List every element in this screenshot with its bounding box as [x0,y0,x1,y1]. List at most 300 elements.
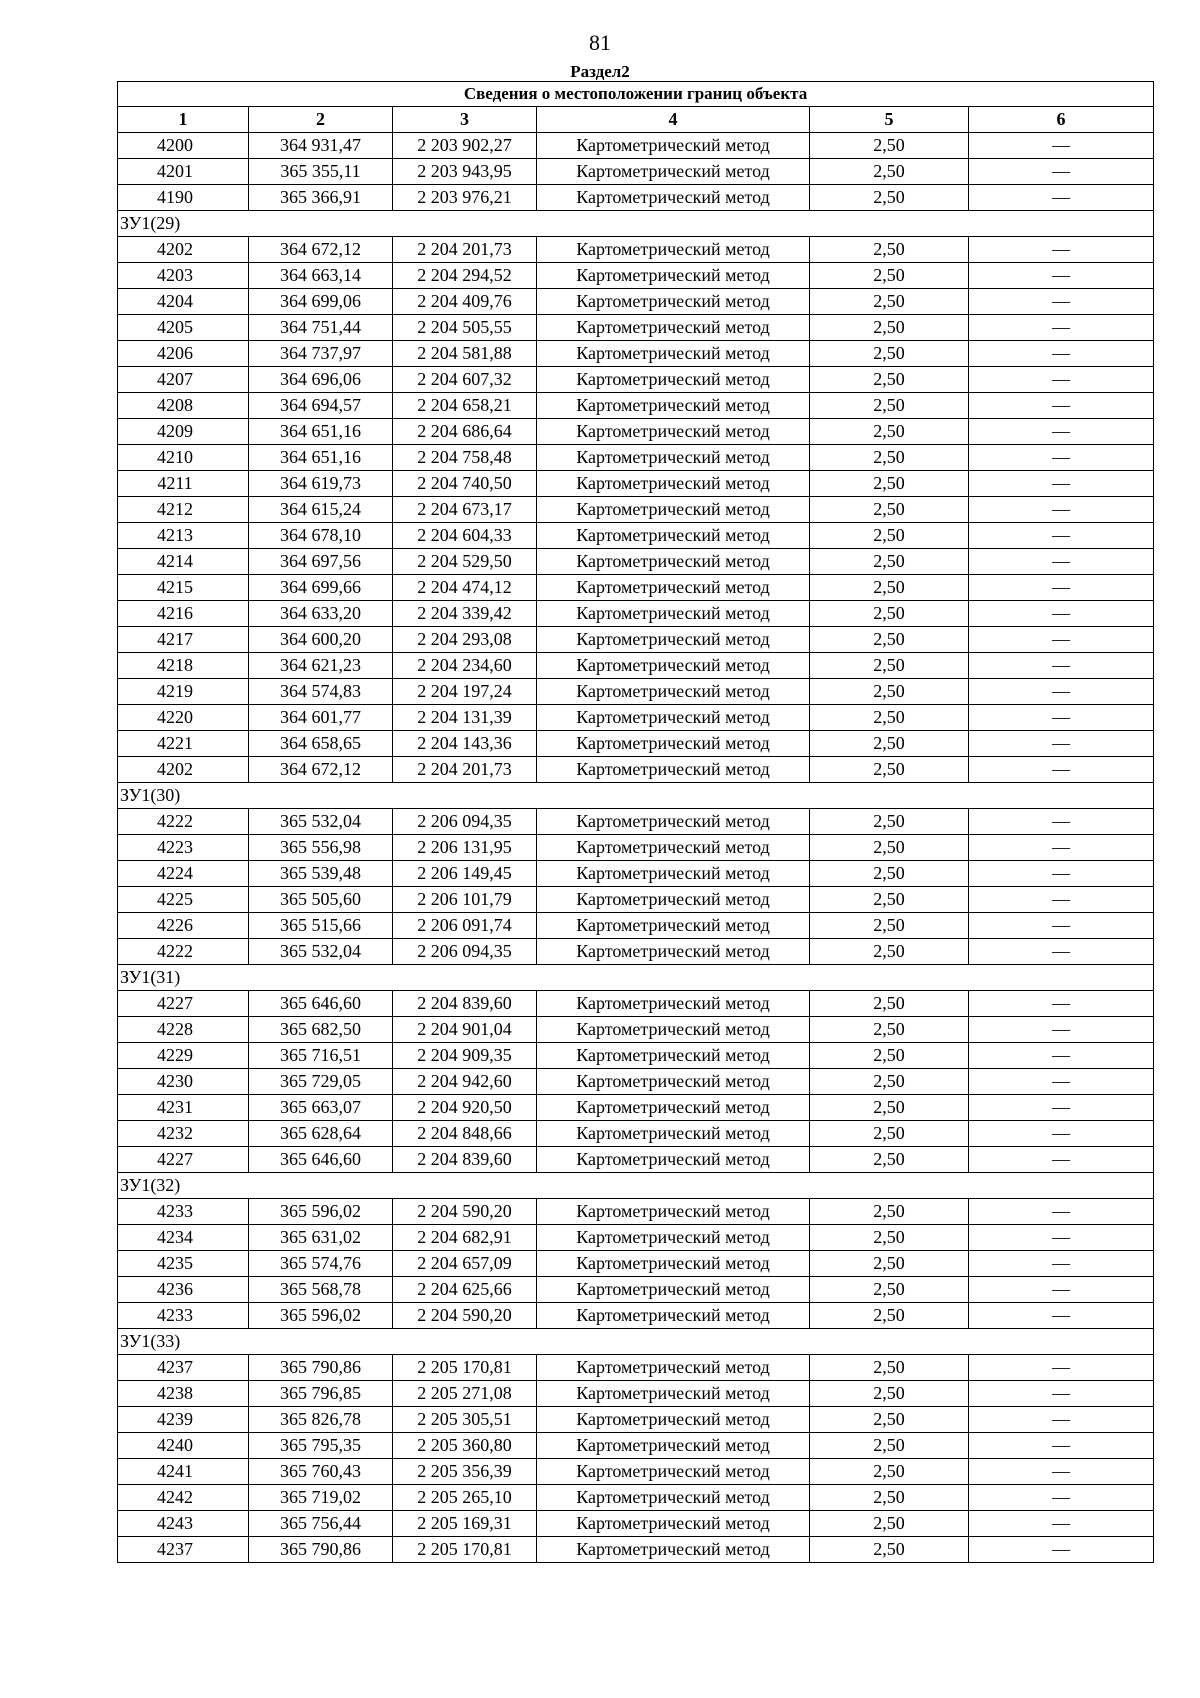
accuracy-cell: 2,50 [810,1251,969,1277]
table-row [118,1199,1154,1225]
description-cell: — [969,575,1154,601]
description-cell: — [969,1225,1154,1251]
table-row [118,263,1154,289]
table-row [118,653,1154,679]
x-coordinate-cell: 365 631,02 [249,1225,393,1251]
table-row [118,185,1154,211]
point-number-cell: 4207 [118,367,249,393]
point-number-cell: 4230 [118,1069,249,1095]
table-row [118,1147,1154,1173]
accuracy-cell: 2,50 [810,1511,969,1537]
table-row [118,133,1154,159]
x-coordinate-cell: 365 539,48 [249,861,393,887]
table-row [118,731,1154,757]
description-cell: — [969,913,1154,939]
x-coordinate-cell: 364 574,83 [249,679,393,705]
x-coordinate-cell: 365 663,07 [249,1095,393,1121]
method-cell: Картометрический метод [537,835,810,861]
table-caption: Сведения о местоположении границ объекта [118,82,1154,107]
x-coordinate-cell: 365 716,51 [249,1043,393,1069]
point-number-cell: 4242 [118,1485,249,1511]
y-coordinate-cell: 2 204 909,35 [393,1043,537,1069]
y-coordinate-cell: 2 204 686,64 [393,419,537,445]
description-cell: — [969,887,1154,913]
point-number-cell: 4233 [118,1199,249,1225]
y-coordinate-cell: 2 206 149,45 [393,861,537,887]
description-cell: — [969,809,1154,835]
section-title: Раздел2 [570,62,630,81]
method-cell: Картометрический метод [537,1095,810,1121]
method-cell: Картометрический метод [537,1537,810,1563]
point-number-cell: 4224 [118,861,249,887]
y-coordinate-cell: 2 205 170,81 [393,1537,537,1563]
description-cell: — [969,341,1154,367]
accuracy-cell: 2,50 [810,627,969,653]
accuracy-cell: 2,50 [810,1537,969,1563]
method-cell: Картометрический метод [537,913,810,939]
accuracy-cell: 2,50 [810,991,969,1017]
point-number-cell: 4216 [118,601,249,627]
description-cell: — [969,289,1154,315]
method-cell: Картометрический метод [537,341,810,367]
description-cell: — [969,1485,1154,1511]
point-number-cell: 4218 [118,653,249,679]
point-number-cell: 4231 [118,1095,249,1121]
method-cell: Картометрический метод [537,1303,810,1329]
accuracy-cell: 2,50 [810,133,969,159]
description-cell: — [969,419,1154,445]
method-cell: Картометрический метод [537,1251,810,1277]
table-row [118,887,1154,913]
table-caption-row [118,82,1154,107]
group-label: ЗУ1(30) [118,783,1154,809]
method-cell: Картометрический метод [537,133,810,159]
table-row [118,497,1154,523]
accuracy-cell: 2,50 [810,939,969,965]
description-cell: — [969,1251,1154,1277]
table-row [118,1485,1154,1511]
y-coordinate-cell: 2 206 131,95 [393,835,537,861]
method-cell: Картометрический метод [537,757,810,783]
table-row [118,445,1154,471]
y-coordinate-cell: 2 205 305,51 [393,1407,537,1433]
table-row [118,835,1154,861]
method-cell: Картометрический метод [537,653,810,679]
accuracy-cell: 2,50 [810,1303,969,1329]
y-coordinate-cell: 2 204 201,73 [393,237,537,263]
accuracy-cell: 2,50 [810,601,969,627]
table-row [118,601,1154,627]
x-coordinate-cell: 365 366,91 [249,185,393,211]
y-coordinate-cell: 2 203 943,95 [393,159,537,185]
table-row [118,237,1154,263]
description-cell: — [969,445,1154,471]
point-number-cell: 4214 [118,549,249,575]
column-header: 3 [393,107,537,133]
table-row [118,1407,1154,1433]
y-coordinate-cell: 2 204 143,36 [393,731,537,757]
group-label: ЗУ1(32) [118,1173,1154,1199]
method-cell: Картометрический метод [537,185,810,211]
accuracy-cell: 2,50 [810,1069,969,1095]
x-coordinate-cell: 364 699,06 [249,289,393,315]
method-cell: Картометрический метод [537,627,810,653]
x-coordinate-cell: 364 672,12 [249,757,393,783]
y-coordinate-cell: 2 204 590,20 [393,1199,537,1225]
x-coordinate-cell: 365 756,44 [249,1511,393,1537]
method-cell: Картометрический метод [537,575,810,601]
x-coordinate-cell: 365 729,05 [249,1069,393,1095]
x-coordinate-cell: 365 596,02 [249,1199,393,1225]
method-cell: Картометрический метод [537,887,810,913]
y-coordinate-cell: 2 204 604,33 [393,523,537,549]
description-cell: — [969,1121,1154,1147]
point-number-cell: 4222 [118,809,249,835]
method-cell: Картометрический метод [537,861,810,887]
x-coordinate-cell: 364 663,14 [249,263,393,289]
point-number-cell: 4235 [118,1251,249,1277]
table-row [118,679,1154,705]
point-number-cell: 4233 [118,1303,249,1329]
point-number-cell: 4190 [118,185,249,211]
point-number-cell: 4223 [118,835,249,861]
description-cell: — [969,237,1154,263]
description-cell: — [969,549,1154,575]
point-number-cell: 4212 [118,497,249,523]
method-cell: Картометрический метод [537,367,810,393]
description-cell: — [969,1069,1154,1095]
description-cell: — [969,497,1154,523]
accuracy-cell: 2,50 [810,1199,969,1225]
accuracy-cell: 2,50 [810,1407,969,1433]
description-cell: — [969,523,1154,549]
group-label: ЗУ1(29) [118,211,1154,237]
method-cell: Картометрический метод [537,1225,810,1251]
method-cell: Картометрический метод [537,991,810,1017]
accuracy-cell: 2,50 [810,497,969,523]
accuracy-cell: 2,50 [810,809,969,835]
y-coordinate-cell: 2 203 902,27 [393,133,537,159]
description-cell: — [969,627,1154,653]
method-cell: Картометрический метод [537,809,810,835]
table-row [118,1043,1154,1069]
point-number-cell: 4220 [118,705,249,731]
point-number-cell: 4205 [118,315,249,341]
page-number: 81 [589,30,611,55]
description-cell: — [969,861,1154,887]
method-cell: Картометрический метод [537,289,810,315]
y-coordinate-cell: 2 204 409,76 [393,289,537,315]
group-row [118,1173,1154,1199]
x-coordinate-cell: 364 651,16 [249,419,393,445]
point-number-cell: 4206 [118,341,249,367]
table-row [118,159,1154,185]
point-number-cell: 4211 [118,471,249,497]
accuracy-cell: 2,50 [810,1095,969,1121]
x-coordinate-cell: 364 696,06 [249,367,393,393]
accuracy-cell: 2,50 [810,549,969,575]
point-number-cell: 4237 [118,1537,249,1563]
x-coordinate-cell: 364 658,65 [249,731,393,757]
point-number-cell: 4222 [118,939,249,965]
point-number-cell: 4215 [118,575,249,601]
description-cell: — [969,939,1154,965]
accuracy-cell: 2,50 [810,835,969,861]
y-coordinate-cell: 2 204 474,12 [393,575,537,601]
point-number-cell: 4202 [118,237,249,263]
method-cell: Картометрический метод [537,1433,810,1459]
x-coordinate-cell: 365 515,66 [249,913,393,939]
y-coordinate-cell: 2 204 920,50 [393,1095,537,1121]
method-cell: Картометрический метод [537,445,810,471]
column-header: 1 [118,107,249,133]
description-cell: — [969,1433,1154,1459]
method-cell: Картометрический метод [537,601,810,627]
y-coordinate-cell: 2 206 094,35 [393,809,537,835]
x-coordinate-cell: 365 574,76 [249,1251,393,1277]
point-number-cell: 4204 [118,289,249,315]
description-cell: — [969,1407,1154,1433]
method-cell: Картометрический метод [537,1381,810,1407]
x-coordinate-cell: 364 737,97 [249,341,393,367]
description-cell: — [969,185,1154,211]
point-number-cell: 4238 [118,1381,249,1407]
table-row [118,341,1154,367]
method-cell: Картометрический метод [537,1407,810,1433]
description-cell: — [969,601,1154,627]
table-row [118,1381,1154,1407]
point-number-cell: 4217 [118,627,249,653]
description-cell: — [969,159,1154,185]
table-row [118,1277,1154,1303]
method-cell: Картометрический метод [537,419,810,445]
table-row [118,289,1154,315]
accuracy-cell: 2,50 [810,1485,969,1511]
table-row [118,939,1154,965]
description-cell: — [969,1147,1154,1173]
description-cell: — [969,991,1154,1017]
description-cell: — [969,679,1154,705]
boundary-table [117,81,1154,1563]
accuracy-cell: 2,50 [810,185,969,211]
description-cell: — [969,1199,1154,1225]
y-coordinate-cell: 2 205 271,08 [393,1381,537,1407]
table-row [118,809,1154,835]
point-number-cell: 4234 [118,1225,249,1251]
table-row [118,705,1154,731]
y-coordinate-cell: 2 204 201,73 [393,757,537,783]
y-coordinate-cell: 2 204 131,39 [393,705,537,731]
description-cell: — [969,1277,1154,1303]
x-coordinate-cell: 365 532,04 [249,809,393,835]
y-coordinate-cell: 2 204 740,50 [393,471,537,497]
x-coordinate-cell: 365 760,43 [249,1459,393,1485]
table-row [118,1069,1154,1095]
method-cell: Картометрический метод [537,315,810,341]
y-coordinate-cell: 2 204 590,20 [393,1303,537,1329]
accuracy-cell: 2,50 [810,445,969,471]
x-coordinate-cell: 364 633,20 [249,601,393,627]
accuracy-cell: 2,50 [810,1433,969,1459]
accuracy-cell: 2,50 [810,471,969,497]
point-number-cell: 4208 [118,393,249,419]
method-cell: Картометрический метод [537,471,810,497]
y-coordinate-cell: 2 204 942,60 [393,1069,537,1095]
group-row [118,1329,1154,1355]
table-row [118,549,1154,575]
accuracy-cell: 2,50 [810,159,969,185]
table-row [118,575,1154,601]
x-coordinate-cell: 365 646,60 [249,991,393,1017]
description-cell: — [969,1511,1154,1537]
point-number-cell: 4227 [118,1147,249,1173]
point-number-cell: 4240 [118,1433,249,1459]
y-coordinate-cell: 2 204 625,66 [393,1277,537,1303]
point-number-cell: 4241 [118,1459,249,1485]
method-cell: Картометрический метод [537,1121,810,1147]
y-coordinate-cell: 2 204 607,32 [393,367,537,393]
y-coordinate-cell: 2 204 901,04 [393,1017,537,1043]
point-number-cell: 4228 [118,1017,249,1043]
accuracy-cell: 2,50 [810,367,969,393]
group-row [118,783,1154,809]
x-coordinate-cell: 364 651,16 [249,445,393,471]
method-cell: Картометрический метод [537,1355,810,1381]
description-cell: — [969,1355,1154,1381]
point-number-cell: 4225 [118,887,249,913]
accuracy-cell: 2,50 [810,757,969,783]
x-coordinate-cell: 364 615,24 [249,497,393,523]
description-cell: — [969,367,1154,393]
x-coordinate-cell: 364 678,10 [249,523,393,549]
y-coordinate-cell: 2 206 101,79 [393,887,537,913]
table-row [118,1433,1154,1459]
description-cell: — [969,1381,1154,1407]
y-coordinate-cell: 2 204 197,24 [393,679,537,705]
point-number-cell: 4221 [118,731,249,757]
accuracy-cell: 2,50 [810,523,969,549]
x-coordinate-cell: 365 532,04 [249,939,393,965]
method-cell: Картометрический метод [537,263,810,289]
method-cell: Картометрический метод [537,1043,810,1069]
x-coordinate-cell: 365 790,86 [249,1355,393,1381]
x-coordinate-cell: 365 556,98 [249,835,393,861]
method-cell: Картометрический метод [537,731,810,757]
table-row [118,627,1154,653]
description-cell: — [969,393,1154,419]
description-cell: — [969,757,1154,783]
accuracy-cell: 2,50 [810,575,969,601]
method-cell: Картометрический метод [537,159,810,185]
y-coordinate-cell: 2 204 294,52 [393,263,537,289]
accuracy-cell: 2,50 [810,653,969,679]
y-coordinate-cell: 2 204 848,66 [393,1121,537,1147]
method-cell: Картометрический метод [537,497,810,523]
table-row [118,1095,1154,1121]
description-cell: — [969,705,1154,731]
point-number-cell: 4200 [118,133,249,159]
y-coordinate-cell: 2 203 976,21 [393,185,537,211]
y-coordinate-cell: 2 204 673,17 [393,497,537,523]
y-coordinate-cell: 2 205 356,39 [393,1459,537,1485]
y-coordinate-cell: 2 205 170,81 [393,1355,537,1381]
x-coordinate-cell: 364 621,23 [249,653,393,679]
y-coordinate-cell: 2 204 234,60 [393,653,537,679]
y-coordinate-cell: 2 204 339,42 [393,601,537,627]
group-row [118,211,1154,237]
x-coordinate-cell: 364 619,73 [249,471,393,497]
accuracy-cell: 2,50 [810,731,969,757]
method-cell: Картометрический метод [537,1459,810,1485]
x-coordinate-cell: 365 628,64 [249,1121,393,1147]
x-coordinate-cell: 364 600,20 [249,627,393,653]
y-coordinate-cell: 2 204 657,09 [393,1251,537,1277]
accuracy-cell: 2,50 [810,679,969,705]
accuracy-cell: 2,50 [810,393,969,419]
group-row [118,965,1154,991]
table-row [118,523,1154,549]
point-number-cell: 4210 [118,445,249,471]
method-cell: Картометрический метод [537,523,810,549]
point-number-cell: 4219 [118,679,249,705]
accuracy-cell: 2,50 [810,1017,969,1043]
method-cell: Картометрический метод [537,1511,810,1537]
x-coordinate-cell: 364 751,44 [249,315,393,341]
x-coordinate-cell: 365 790,86 [249,1537,393,1563]
y-coordinate-cell: 2 205 360,80 [393,1433,537,1459]
table-row [118,393,1154,419]
description-cell: — [969,653,1154,679]
description-cell: — [969,471,1154,497]
x-coordinate-cell: 364 931,47 [249,133,393,159]
point-number-cell: 4236 [118,1277,249,1303]
x-coordinate-cell: 364 694,57 [249,393,393,419]
point-number-cell: 4227 [118,991,249,1017]
y-coordinate-cell: 2 204 682,91 [393,1225,537,1251]
point-number-cell: 4243 [118,1511,249,1537]
accuracy-cell: 2,50 [810,1225,969,1251]
point-number-cell: 4229 [118,1043,249,1069]
accuracy-cell: 2,50 [810,289,969,315]
description-cell: — [969,1303,1154,1329]
accuracy-cell: 2,50 [810,237,969,263]
accuracy-cell: 2,50 [810,1459,969,1485]
x-coordinate-cell: 364 601,77 [249,705,393,731]
x-coordinate-cell: 365 505,60 [249,887,393,913]
y-coordinate-cell: 2 204 839,60 [393,1147,537,1173]
method-cell: Картометрический метод [537,549,810,575]
point-number-cell: 4209 [118,419,249,445]
accuracy-cell: 2,50 [810,1381,969,1407]
table-row [118,1459,1154,1485]
column-header: 4 [537,107,810,133]
point-number-cell: 4226 [118,913,249,939]
description-cell: — [969,133,1154,159]
y-coordinate-cell: 2 206 091,74 [393,913,537,939]
x-coordinate-cell: 364 699,66 [249,575,393,601]
table-row [118,1303,1154,1329]
x-coordinate-cell: 365 795,35 [249,1433,393,1459]
table-row [118,861,1154,887]
y-coordinate-cell: 2 204 839,60 [393,991,537,1017]
method-cell: Картометрический метод [537,939,810,965]
x-coordinate-cell: 365 719,02 [249,1485,393,1511]
y-coordinate-cell: 2 204 581,88 [393,341,537,367]
method-cell: Картометрический метод [537,1069,810,1095]
method-cell: Картометрический метод [537,705,810,731]
point-number-cell: 4232 [118,1121,249,1147]
accuracy-cell: 2,50 [810,315,969,341]
